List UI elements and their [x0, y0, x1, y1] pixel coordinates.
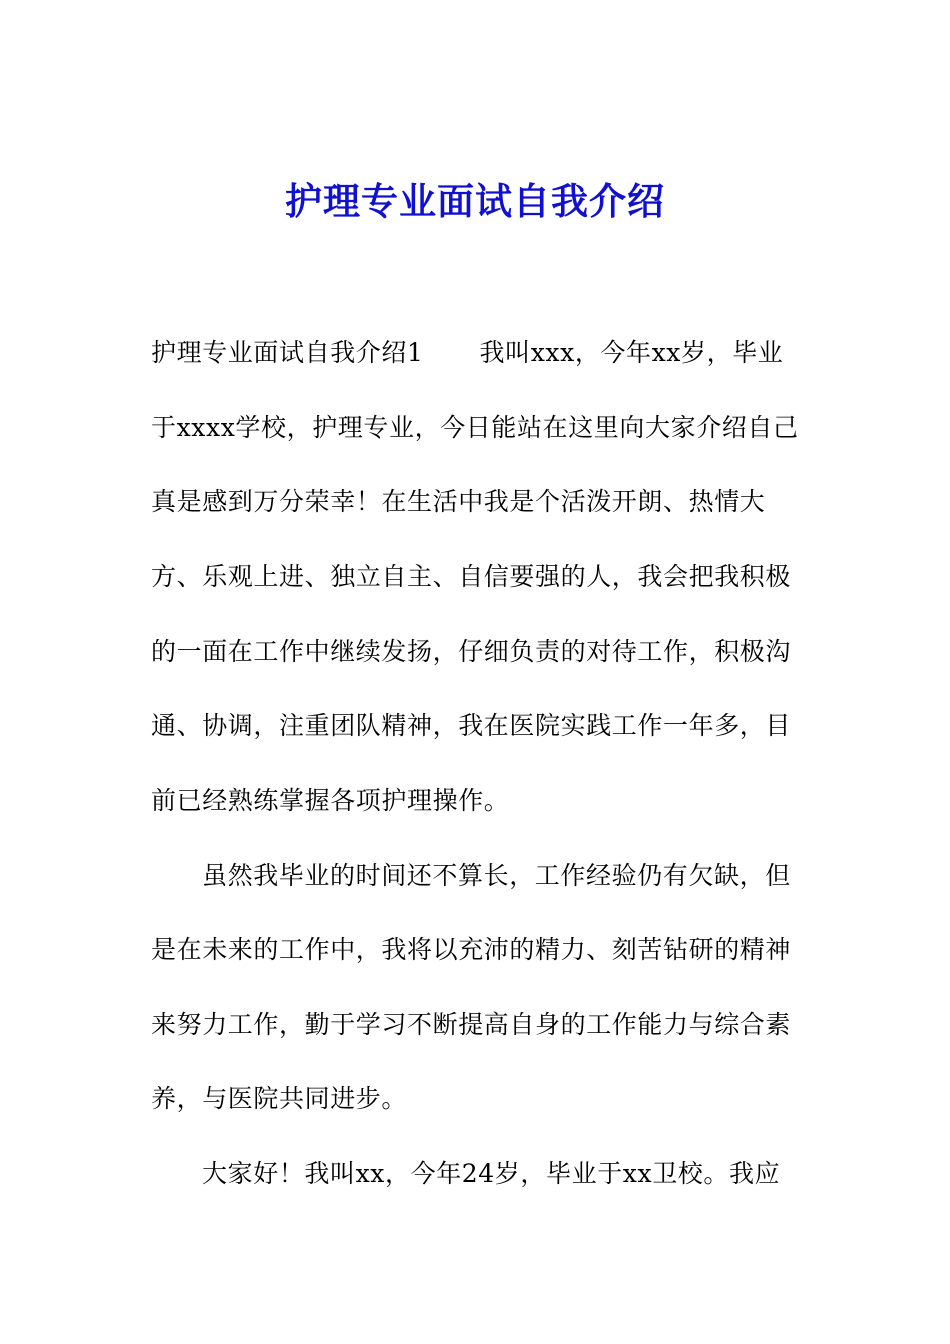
- paragraph-2-line-4: 养，与医院共同进步。: [151, 1084, 408, 1113]
- paragraph-1-line-1: [151, 337, 783, 369]
- document-title: 护理专业面试自我介绍: [285, 180, 665, 223]
- section-heading: 护理专业面试自我介绍1: [151, 338, 424, 367]
- paragraph-2-line-2: 是在未来的工作中，我将以充沛的精力、刻苦钻研的精神: [151, 935, 792, 964]
- paragraph-2-line-3: 来努力工作，勤于学习不断提高自身的工作能力与综合素: [151, 1010, 792, 1039]
- paragraph-1-start: 我叫xxx，今年xx岁，毕业: [479, 338, 784, 367]
- paragraph-3-line-1: 大家好！我叫xx，今年24岁，毕业于xx卫校。我应: [202, 1159, 781, 1188]
- paragraph-1-line-4: 方、乐观上进、独立自主、自信要强的人，我会把我积极: [151, 562, 792, 591]
- paragraph-1-line-2: 于xxxx学校，护理专业，今日能站在这里向大家介绍自己: [151, 413, 799, 442]
- paragraph-2-line-1: 虽然我毕业的时间还不算长，工作经验仍有欠缺，但: [202, 861, 791, 890]
- paragraph-1-line-5: 的一面在工作中继续发扬，仔细负责的对待工作，积极沟: [151, 637, 792, 666]
- paragraph-1-line-3: 真是感到万分荣幸！在生活中我是个活泼开朗、热情大: [151, 487, 766, 516]
- paragraph-1-line-6: 通、协调，注重团队精神，我在医院实践工作一年多，目: [151, 711, 792, 740]
- paragraph-1-line-7: 前已经熟练掌握各项护理操作。: [151, 786, 510, 815]
